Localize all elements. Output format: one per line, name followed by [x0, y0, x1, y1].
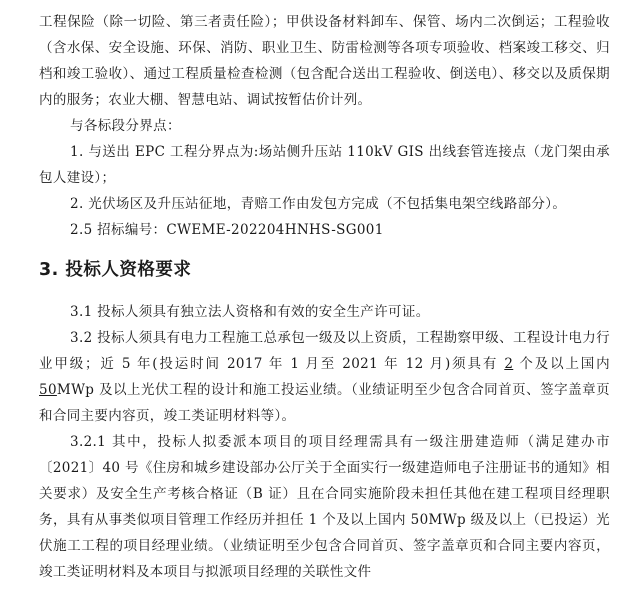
req-3-2-text-a: 3.2 投标人须具有电力工程施工总承包一级及以上资质，工程勘察甲级、工程设计电力行业甲级；近 5 年(投运时间 2017 年 1 月至 2021 年 12 月)须具有	[39, 330, 610, 372]
requirement-3-2-1: 3.2.1 其中，投标人拟委派本项目的项目经理需具有一级注册建造师（满足建办市〔2021〕40 号《住房和城乡建设部办公厅关于全面实行一级建造师电子注册证书的通知》相关要求）及安全生产考核合格证（B 证）且在合同实施阶段未担任其他在建工程项目经理职务，具有从事类似项目管理工作经历并担任 1 个及以上国内 50MWp 级及以上（已投运）光伏施工工程的项目经理业绩。（业绩证明至少包含合同首页、签字盖章页和合同主要内容页，竣工类证明材料及本项目与拟派项目经理的关联性文件	[39, 434, 610, 580]
insurance-paragraph: 工程保险（除一切险、第三者责任险）；甲供设备材料卸车、保管、场内二次倒运；工程验收（含水保、安全设施、环保、消防、职业卫生、防雷检测等各项专项验收、档案竣工移交、归档和竣工验收）、通过工程质量检查检测（包含配合送出工程验收、倒送电）、移交以及质保期内的服务；农业大棚、智慧电站、调试按暂估价计列。	[39, 14, 610, 108]
req-3-2-count: 2	[504, 356, 514, 372]
requirement-3-1: 3.1 投标人须具有独立法人资格和有效的安全生产许可证。	[70, 304, 430, 320]
boundary-intro: 与各标段分界点：	[70, 118, 181, 134]
boundary-item-1: 1. 与送出 EPC 工程分界点为:场站侧升压站 110kV GIS 出线套管连接点（龙门架由承包人建设）；	[39, 144, 610, 186]
requirement-3-2	[39, 325, 610, 429]
boundary-item-2: 2. 光伏场区及升压站征地，青赔工作由发包方完成（不包括集电架空线路部分）。	[70, 196, 567, 212]
req-3-2-text-b: 个及以上国内	[513, 356, 610, 372]
section-heading: 3. 投标人资格要求	[39, 260, 192, 280]
req-3-2-capacity: 50	[39, 382, 57, 398]
tender-number: 2.5 招标编号：CWEME-202204HNHS-SG001	[70, 222, 384, 238]
req-3-2-text-c: MWp 及以上光伏工程的设计和施工投运业绩。（业绩证明至少包含合同首页、签字盖章页和合同主要内容页，竣工类证明材料等）。	[39, 382, 610, 424]
